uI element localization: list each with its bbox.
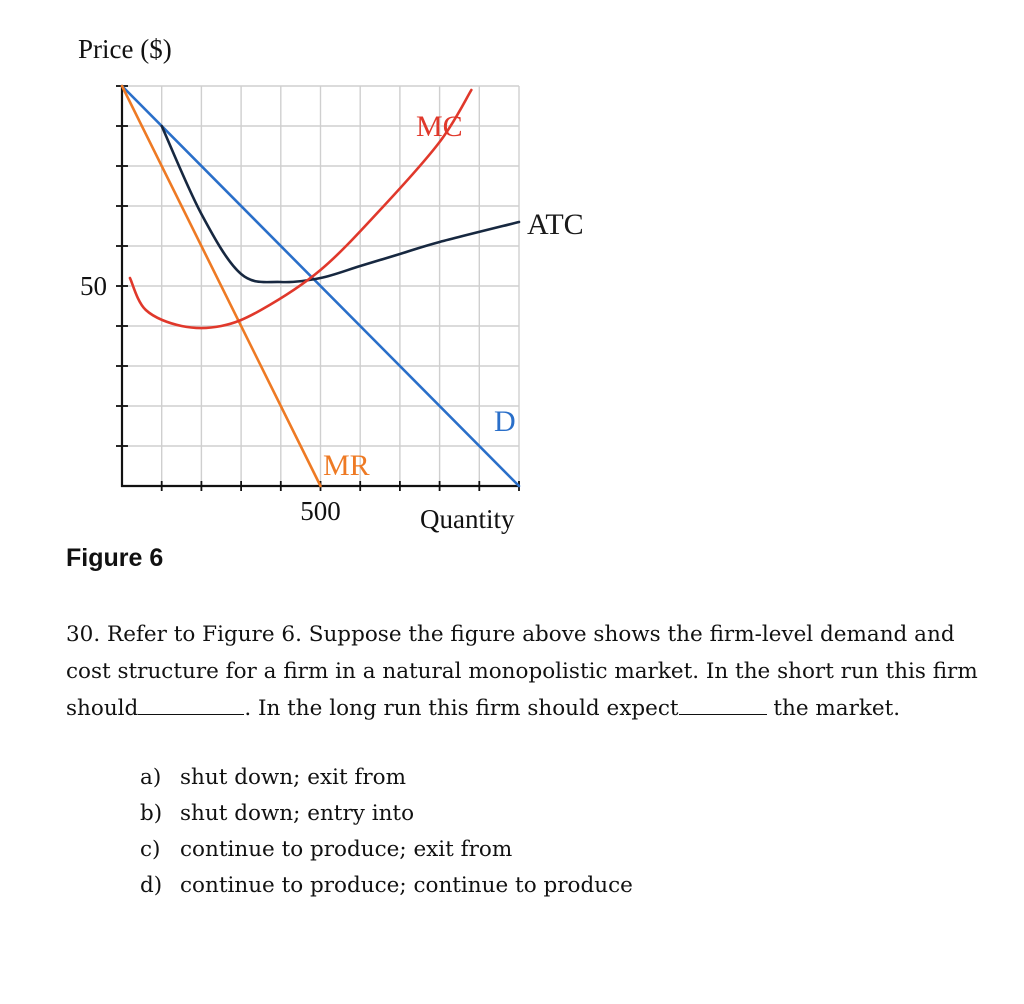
x-axis-title: Quantity	[420, 504, 515, 534]
mc-label: MC	[416, 110, 463, 143]
question-line-1: 30. Refer to Figure 6. Suppose the figure above shows the firm-level demand and	[66, 622, 955, 647]
mr-label: MR	[323, 449, 370, 482]
chart-axes	[116, 86, 519, 491]
option-letter: d)	[140, 873, 163, 898]
option-text: shut down; exit from	[180, 765, 407, 790]
option-text: continue to produce; exit from	[180, 837, 513, 862]
atc-curve	[162, 126, 519, 282]
demand-label: D	[494, 405, 516, 438]
x-tick-label-500: 500	[300, 496, 341, 526]
atc-label: ATC	[527, 208, 584, 241]
question-line-2: cost structure for a firm in a natural monopolistic market. In the short run this firm	[66, 659, 978, 684]
y-axis-title: Price ($)	[78, 34, 172, 64]
question-line-3-start: should	[66, 696, 139, 721]
y-tick-label-50: 50	[80, 271, 107, 301]
answer-options	[140, 760, 633, 904]
figure-caption: Figure 6	[66, 544, 164, 572]
option-text: continue to produce; continue to produce	[180, 873, 633, 898]
question-line-3-end: the market.	[773, 696, 901, 721]
option-letter: b)	[140, 801, 163, 826]
option-text: shut down; entry into	[180, 801, 415, 826]
question-line-3	[66, 690, 1024, 727]
option-letter: a)	[140, 765, 162, 790]
option-c[interactable]	[140, 832, 633, 868]
answer-blank-1	[138, 696, 244, 715]
option-b[interactable]	[140, 796, 633, 832]
question-text	[66, 616, 1024, 727]
answer-blank-2	[679, 696, 767, 715]
option-d[interactable]	[140, 868, 633, 904]
option-a[interactable]	[140, 760, 633, 796]
question-line-3-middle: . In the long run this firm should expect	[244, 696, 679, 721]
option-letter: c)	[140, 837, 161, 862]
